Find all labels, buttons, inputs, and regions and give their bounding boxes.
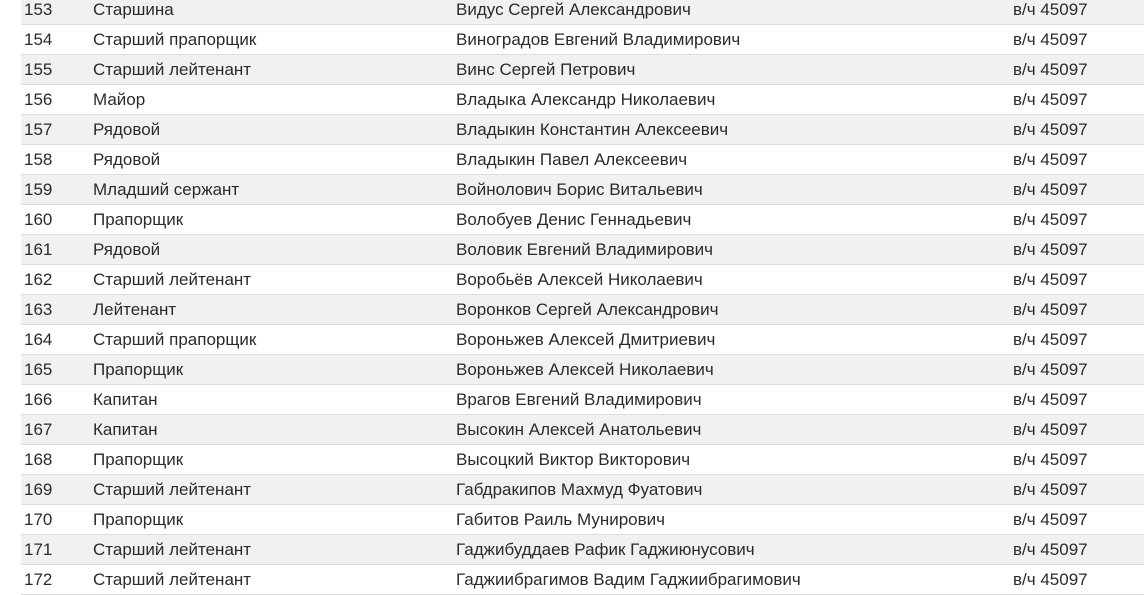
rank-cell: Старший лейтенант xyxy=(93,270,252,289)
name-cell: Воробьёв Алексей Николаевич xyxy=(456,270,703,289)
table-row xyxy=(21,535,1144,565)
unit-cell: в/ч 45097 xyxy=(1013,300,1088,319)
name-cell: Вороньжев Алексей Николаевич xyxy=(456,360,714,379)
name-cell: Владыка Александр Николаевич xyxy=(456,90,716,109)
name-cell: Гаджиибрагимов Вадим Гаджиибрагимович xyxy=(456,570,801,589)
row-number: 157 xyxy=(24,120,53,139)
rank-cell: Старший лейтенант xyxy=(93,480,252,499)
row-number: 170 xyxy=(24,510,53,529)
table-row xyxy=(21,355,1144,385)
rank-cell: Майор xyxy=(93,90,146,109)
row-number: 160 xyxy=(24,210,53,229)
name-cell: Виноградов Евгений Владимирович xyxy=(456,30,741,49)
name-cell: Видус Сергей Александрович xyxy=(456,0,691,19)
row-number: 154 xyxy=(24,30,53,49)
unit-cell: в/ч 45097 xyxy=(1013,60,1088,79)
rank-cell: Лейтенант xyxy=(93,300,177,319)
unit-cell: в/ч 45097 xyxy=(1013,120,1088,139)
rank-cell: Капитан xyxy=(93,420,158,439)
unit-cell: в/ч 45097 xyxy=(1013,180,1088,199)
rank-cell: Младший сержант xyxy=(93,180,240,199)
name-cell: Воловик Евгений Владимирович xyxy=(456,240,714,259)
rank-cell: Старший лейтенант xyxy=(93,570,252,589)
rank-cell: Прапорщик xyxy=(93,360,184,379)
name-cell: Винс Сергей Петрович xyxy=(456,60,636,79)
rank-cell: Рядовой xyxy=(93,120,161,139)
name-cell: Владыкин Константин Алексеевич xyxy=(456,120,729,139)
table-row xyxy=(21,25,1144,55)
name-cell: Войнолович Борис Витальевич xyxy=(456,180,703,199)
table-row xyxy=(21,385,1144,415)
table-row xyxy=(21,505,1144,535)
unit-cell: в/ч 45097 xyxy=(1013,150,1088,169)
unit-cell: в/ч 45097 xyxy=(1013,540,1088,559)
rank-cell: Прапорщик xyxy=(93,210,184,229)
unit-cell: в/ч 45097 xyxy=(1013,210,1088,229)
table-row xyxy=(21,265,1144,295)
unit-cell: в/ч 45097 xyxy=(1013,330,1088,349)
table-row xyxy=(21,415,1144,445)
table-row xyxy=(21,295,1144,325)
name-cell: Габитов Раиль Мунирович xyxy=(456,510,665,529)
name-cell: Высоцкий Виктор Викторович xyxy=(456,450,691,469)
rank-cell: Старший прапорщик xyxy=(93,30,257,49)
table-row xyxy=(21,145,1144,175)
table-row xyxy=(21,0,1144,25)
row-number: 156 xyxy=(24,90,53,109)
rank-cell: Старший лейтенант xyxy=(93,60,252,79)
row-number: 163 xyxy=(24,300,53,319)
table-row xyxy=(21,85,1144,115)
name-cell: Воронков Сергей Александрович xyxy=(456,300,719,319)
table-row xyxy=(21,445,1144,475)
table-row xyxy=(21,475,1144,505)
unit-cell: в/ч 45097 xyxy=(1013,360,1088,379)
table-row xyxy=(21,565,1144,595)
row-number: 158 xyxy=(24,150,53,169)
table-row xyxy=(21,55,1144,85)
table-row xyxy=(21,175,1144,205)
row-number: 172 xyxy=(24,570,53,589)
row-number: 168 xyxy=(24,450,53,469)
rank-cell: Прапорщик xyxy=(93,510,184,529)
table-row xyxy=(21,325,1144,355)
row-number: 165 xyxy=(24,360,53,379)
row-number: 155 xyxy=(24,60,53,79)
name-cell: Габдракипов Махмуд Фуатович xyxy=(456,480,703,499)
unit-cell: в/ч 45097 xyxy=(1013,510,1088,529)
name-cell: Гаджибуддаев Рафик Гаджиюнусович xyxy=(456,540,755,559)
name-cell: Владыкин Павел Алексеевич xyxy=(456,150,688,169)
row-number: 162 xyxy=(24,270,53,289)
row-number: 159 xyxy=(24,180,53,199)
unit-cell: в/ч 45097 xyxy=(1013,30,1088,49)
unit-cell: в/ч 45097 xyxy=(1013,420,1088,439)
rank-cell: Рядовой xyxy=(93,240,161,259)
rank-cell: Старший лейтенант xyxy=(93,540,252,559)
unit-cell: в/ч 45097 xyxy=(1013,390,1088,409)
table-row xyxy=(21,115,1144,145)
table-row xyxy=(21,205,1144,235)
unit-cell: в/ч 45097 xyxy=(1013,570,1088,589)
rank-cell: Капитан xyxy=(93,390,158,409)
unit-cell: в/ч 45097 xyxy=(1013,240,1088,259)
rank-cell: Старшина xyxy=(93,0,174,19)
table-row xyxy=(21,235,1144,265)
row-number: 167 xyxy=(24,420,53,439)
unit-cell: в/ч 45097 xyxy=(1013,450,1088,469)
row-number: 166 xyxy=(24,390,53,409)
row-number: 164 xyxy=(24,330,53,349)
row-number: 153 xyxy=(24,0,53,19)
rank-cell: Прапорщик xyxy=(93,450,184,469)
name-cell: Волобуев Денис Геннадьевич xyxy=(456,210,692,229)
name-cell: Высокин Алексей Анатольевич xyxy=(456,420,702,439)
name-cell: Вороньжев Алексей Дмитриевич xyxy=(456,330,716,349)
unit-cell: в/ч 45097 xyxy=(1013,0,1088,19)
rank-cell: Рядовой xyxy=(93,150,161,169)
rank-cell: Старший прапорщик xyxy=(93,330,257,349)
row-number: 161 xyxy=(24,240,53,259)
personnel-table xyxy=(21,0,1144,595)
unit-cell: в/ч 45097 xyxy=(1013,480,1088,499)
row-number: 171 xyxy=(24,540,53,559)
unit-cell: в/ч 45097 xyxy=(1013,270,1088,289)
name-cell: Врагов Евгений Владимирович xyxy=(456,390,702,409)
unit-cell: в/ч 45097 xyxy=(1013,90,1088,109)
row-number: 169 xyxy=(24,480,53,499)
